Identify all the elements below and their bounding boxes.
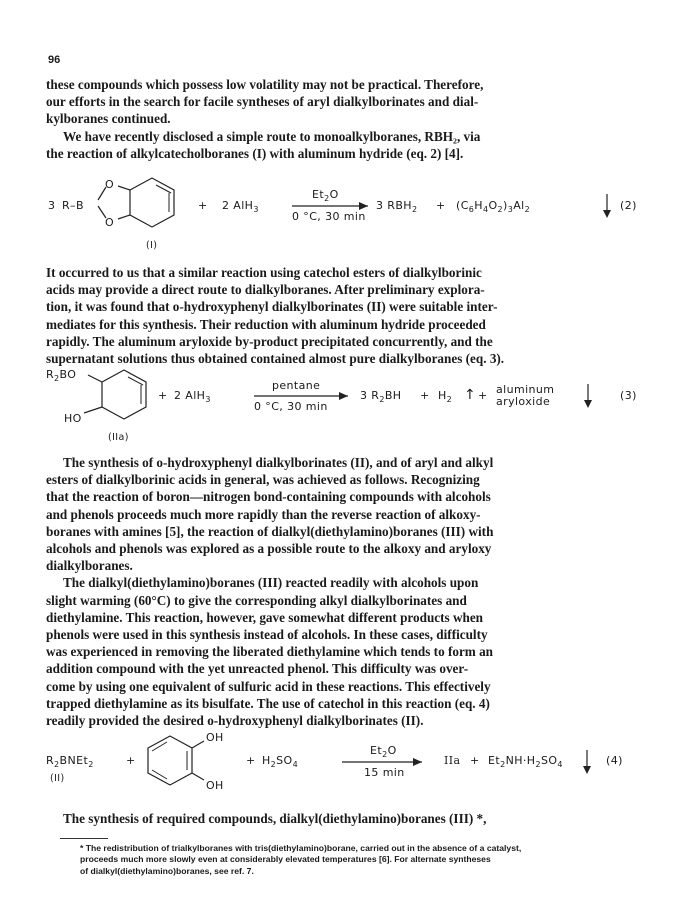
text-line: tion, it was found that o-hydroxyphenyl dialkylborinates (II) were suitable inter- [46, 299, 498, 315]
product-monoalkylborane: 3 $RBH_2$ [376, 199, 418, 214]
plus-sign: + [478, 389, 488, 402]
footnote-line: proceeds much more slowly even at considerably elevated temperatures [6]. For alternate syntheses [80, 854, 491, 865]
equation-number: (2) [620, 199, 637, 212]
product-hydrogen: $H_2$ [438, 389, 453, 404]
text-line: our efforts in the search for facile syntheses of aryl dialkylborinates and dial- [46, 94, 479, 110]
plus-sign: + [158, 389, 168, 402]
product-aluminum-salt: $(C_6H_4O_2)_3Al_2$ [456, 199, 531, 214]
equation-2 [46, 178, 636, 256]
text-line: boranes with amines [5], the reaction of dialkyl(diethylamino)boranes (III) with [46, 523, 494, 539]
reagent: 2 AlH$_3$ [174, 389, 211, 404]
footnote-line: of dialkyl(diethylamino)boranes, see ref. 7. [80, 865, 254, 876]
compound-label: (IIa) [108, 432, 129, 443]
text-line: dialkylboranes. [46, 558, 133, 574]
equation-number: (4) [606, 754, 623, 767]
text-line: trapped diethylamine as its bisulfate. The use of catechol in this reaction (eq. 4) [46, 695, 490, 711]
text-line: alcohols and phenols was explored as a possible route to the alkoxy and aryloxy [46, 541, 492, 557]
hydroxyl-top: OH [206, 731, 224, 744]
text-line: rapidly. The aluminum aryloxide by-product precipitated concurrently, and the [46, 333, 493, 349]
text-line: phenols were used in this synthesis instead of alcohols. In these cases, difficulty [46, 627, 488, 642]
borinate-group: $R_2BO$ [46, 368, 77, 383]
text-line: and phenols proceeds much more rapidly than the reverse reaction of alkoxy- [46, 506, 481, 522]
arrow-condition-top: $Et_2O$ [370, 744, 397, 759]
text-line: It occurred to us that a similar reaction using catechol esters of dialkylborinic [46, 265, 482, 280]
text-line: readily provided the desired o-hydroxyphenyl dialkylborinates (II). [46, 713, 424, 729]
plus-sign: + [436, 199, 446, 212]
arrow-condition-bottom: 0 °C, 30 min [292, 210, 366, 223]
hydroxyl-bottom: OH [206, 779, 224, 792]
footnote-line: * The redistribution of trialkylboranes with tris(diethylamino)borane, carried out in the absence of a catalyst, [80, 843, 522, 853]
product-aluminum: aluminum [496, 383, 555, 396]
paragraph-3 [46, 264, 630, 367]
equation-number: (3) [620, 389, 637, 402]
arrow-condition-bottom: 0 °C, 30 min [254, 400, 328, 413]
plus-sign: + [246, 754, 256, 767]
page-number: 96 [48, 54, 61, 66]
ring-oxygen-bottom: O [105, 216, 115, 229]
footnote-rule [60, 838, 108, 839]
paragraph-4 [46, 454, 630, 574]
paragraph-5 [46, 574, 630, 729]
equation-4 [46, 731, 636, 802]
text-line: that the reaction of boron—nitrogen bond-containing compounds with alcohols [46, 489, 491, 505]
arrow-condition-top: pentane [272, 379, 321, 392]
text-line: The synthesis of o-hydroxyphenyl dialkylborinates (II), and of aryl and alkyl [63, 455, 494, 470]
text-line: supernatant solutions thus obtained contained almost pure dialkylboranes (eq. 3). [46, 351, 505, 367]
product-bisulfate: $Et_2NH\cdot H_2SO_4$ [488, 754, 563, 769]
plus-sign: + [198, 199, 208, 212]
text-line: The synthesis of required compounds, dialkyl(diethylamino)boranes (III) *, [63, 811, 487, 826]
text-line: The dialkyl(diethylamino)boranes (III) reacted readily with alcohols upon [63, 575, 479, 591]
arrow-condition-bottom: 15 min [364, 766, 405, 779]
product-borinate: IIa [444, 754, 461, 767]
reagent: 2 AlH$_3$ [222, 199, 259, 214]
text-line: We have recently disclosed a simple route to monoalkylboranes, RBH₂, via [63, 128, 481, 144]
text-line: esters of dialkylborinic acids in general, was achieved as follows. Recognizing [46, 472, 480, 488]
text-line: addition compound with the yet unreacted phenol. This difficulty was over- [46, 661, 469, 677]
compound-label: (II) [50, 773, 65, 784]
hydroxyl-group: HO [64, 412, 82, 425]
gas-evolution-arrow: ↑ [464, 387, 477, 403]
aminoborane: $R_2BNEt_2$ [46, 754, 94, 769]
hydroxyphenyl-borinate-structure [46, 370, 636, 448]
plus-sign: + [470, 754, 480, 767]
sulfuric-acid: $H_2SO_4$ [262, 754, 299, 769]
text-line: slight warming (60°C) to give the corresponding alkyl dialkylborinates and [46, 592, 467, 608]
paragraph-2 [46, 128, 630, 162]
footnote [80, 843, 650, 877]
text-line: these compounds which possess low volatility may not be practical. Therefore, [46, 77, 484, 92]
arrow-condition-top: $Et_2O$ [312, 188, 339, 203]
equation-3 [46, 370, 636, 448]
alkyl-boron: R–B [62, 199, 84, 212]
text-line: acids may provide a direct route to dialkylboranes. After preliminary explora- [46, 282, 485, 298]
catechol-structure [46, 736, 636, 802]
text-line: come by using one equivalent of sulfuric acid in these reactions. This effectively [46, 678, 491, 694]
text-line: mediates for this synthesis. Their reduction with aluminum hydride proceeded [46, 316, 486, 332]
product-aryloxide: aryloxide [496, 395, 551, 408]
compound-label: (I) [146, 240, 158, 251]
coefficient: 3 [48, 199, 56, 212]
paragraph-1 [46, 76, 630, 128]
text-line: the reaction of alkylcatecholboranes (I) with aluminum hydride (eq. 2) [4]. [46, 145, 464, 161]
plus-sign: + [126, 754, 136, 767]
text-line: diethylamine. This reaction, however, gave somewhat different products when [46, 609, 484, 625]
text-line: kylboranes continued. [46, 111, 171, 127]
product-dialkylborane: 3 $R_2BH$ [360, 389, 402, 404]
ring-oxygen-top: O [105, 178, 115, 191]
plus-sign: + [420, 389, 430, 402]
text-line: was experienced in removing the liberated diethylamine which tends to form an [46, 644, 494, 660]
paragraph-6 [46, 810, 630, 827]
